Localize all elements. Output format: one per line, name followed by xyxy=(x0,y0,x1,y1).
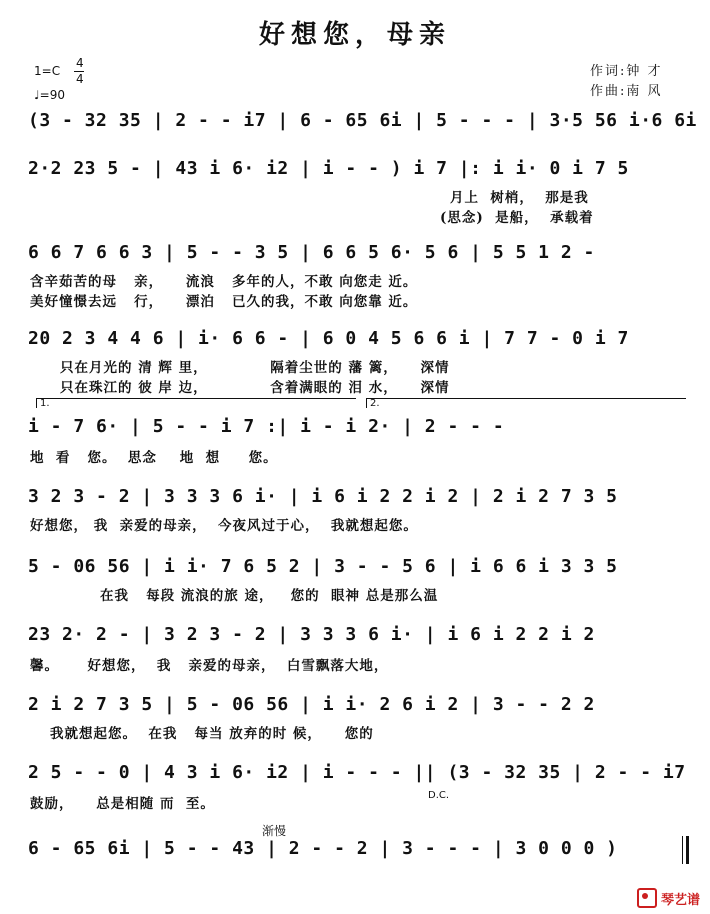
notation-system-7: 5 - 06 56 | i i· 7 6 5 2 | 3 - - 5 6 | i 6 6 i 3 3 5 xyxy=(28,556,618,577)
volta-1-label: 1. xyxy=(40,398,50,409)
notation-system-5: i - 7 6· | 5 - - i 7 :| i - i 2· | 2 - - - xyxy=(28,416,505,437)
lyric-system-9: 我就想起您。 在我 每当 放弃的时 候， 您的 xyxy=(50,726,374,742)
lyric-system-7: 在我 每段 流浪的旅 途， 您的 眼神 总是那么温 xyxy=(100,588,439,604)
lyric-system-8: 馨。 好想您， 我 亲爱的母亲， 白雪飘落大地， xyxy=(30,658,389,674)
watermark-logo xyxy=(637,888,700,908)
lyric-system-3-verse-2: 美好憧憬去远 行， 漂泊 已久的我，不敢 向您靠 近。 xyxy=(30,294,418,310)
notation-system-8: 23 2· 2 - | 3 2 3 - 2 | 3 3 3 6 i· | i 6 i 2 2 i 2 xyxy=(28,624,595,645)
lyric-system-3-verse-1: 含辛茹苦的母 亲， 流浪 多年的人，不敢 向您走 近。 xyxy=(30,274,418,290)
time-signature-bottom: 4 xyxy=(76,72,84,86)
lyric-system-5: 地 看 您。 思念 地 想 您。 xyxy=(30,450,278,466)
ritardando-mark: 渐慢 xyxy=(262,824,287,838)
notation-system-9: 2 i 2 7 3 5 | 5 - 06 56 | i i· 2 6 i 2 | 3 - - 2 2 xyxy=(28,694,595,715)
volta-2-bracket xyxy=(366,398,686,399)
tempo-mark: ♩=90 xyxy=(34,88,65,102)
notation-system-1: (3 - 32 35 | 2 - - i7 | 6 - 65 6i | 5 - - - | 3·5 56 i·6 6i xyxy=(28,110,697,131)
lyric-system-10: 鼓励， 总是相随 而 至。 xyxy=(30,796,215,812)
logo-icon xyxy=(637,888,657,908)
notation-system-2: 2·2 23 5 - | 43 i 6· i2 | i - - ) i 7 |: i i· 0 i 7 5 xyxy=(28,158,629,179)
composer-credit: 作曲:南 风 xyxy=(590,84,663,99)
lyric-system-2-verse-2: (思念) 是船， 承载着 xyxy=(440,210,594,226)
da-capo-mark: D.C. xyxy=(428,790,450,801)
volta-1-edge xyxy=(36,398,37,408)
notation-system-6: 3 2 3 - 2 | 3 3 3 6 i· | i 6 i 2 2 i 2 | 2 i 2 7 3 5 xyxy=(28,486,618,507)
song-title: 好想您，母亲 xyxy=(258,20,451,50)
notation-system-3: 6 6 7 6 6 3 | 5 - - 3 5 | 6 6 5 6· 5 6 | 5 5 1 2 - xyxy=(28,242,595,263)
lyricist-credit: 作词:钟 才 xyxy=(590,64,663,79)
lyric-system-2-verse-1: 月上 树梢， 那是我 xyxy=(450,190,589,206)
notation-system-11: 6 - 65 6i | 5 - - 43 | 2 - - 2 | 3 - - - | 3 0 0 0 ) xyxy=(28,838,618,859)
final-barline-thin xyxy=(682,836,683,864)
lyric-system-4-verse-2: 只在珠江的 彼 岸 边， 含着满眼的 泪 水， 深情 xyxy=(60,380,450,396)
volta-2-edge xyxy=(366,398,367,408)
volta-2-label: 2. xyxy=(370,398,380,409)
watermark-text: 琴艺谱 xyxy=(660,893,700,908)
notation-system-4: 20 2 3 4 4 6 | i· 6 6 - | 6 0 4 5 6 6 i | 7 7 - 0 i 7 xyxy=(28,328,629,349)
key-signature: 1=C xyxy=(34,64,61,78)
time-signature-top: 4 xyxy=(76,56,84,70)
final-barline-thick xyxy=(686,836,689,864)
lyric-system-4-verse-1: 只在月光的 清 辉 里， 隔着尘世的 藩 篱， 深情 xyxy=(60,360,450,376)
lyric-system-6: 好想您， 我 亲爱的母亲， 今夜风过于心， 我就想起您。 xyxy=(30,518,418,534)
volta-1-bracket xyxy=(36,398,356,399)
notation-system-10: 2 5 - - 0 | 4 3 i 6· i2 | i - - - || (3 - 32 35 | 2 - - i7 xyxy=(28,762,686,783)
